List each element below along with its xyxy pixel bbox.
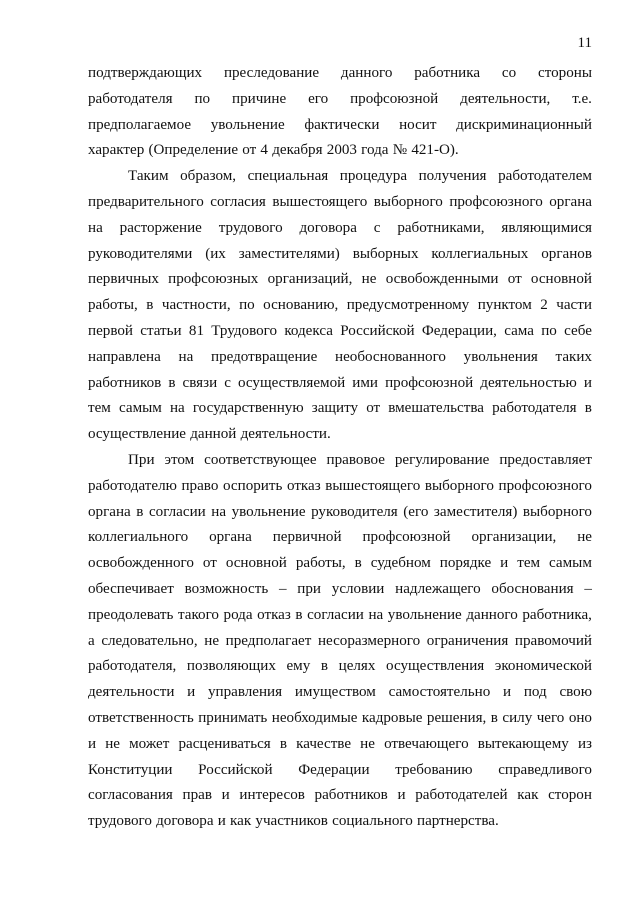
text-line: работодателя по причине его профсоюзной деятельности, т.е. [88, 90, 592, 107]
document-body [88, 61, 592, 835]
text-line: тем самым на государственную защиту от вмешательства работодателя в [88, 400, 592, 417]
text-line: При этом соответствующее правовое регулирование предоставляет [128, 451, 592, 468]
text-line: характер (Определение от 4 декабря 2003 года № 421-О). [88, 142, 459, 159]
text-line: руководителями (их заместителями) выборных коллегиальных органов [88, 245, 592, 262]
text-line: а следовательно, не предполагает несоразмерного ограничения правомочий [88, 632, 592, 649]
text-line: осуществление данной деятельности. [88, 426, 331, 443]
text-line: и не может расцениваться в качестве не отвечающего вытекающему из [88, 735, 592, 752]
text-line: Конституции Российской Федерации требованию справедливого [88, 761, 592, 778]
text-line: направлена на предотвращение необоснованного увольнения таких [88, 348, 592, 365]
text-line: преодолевать такого рода отказ в согласии на увольнение данного работника, [88, 606, 592, 623]
text-line: предварительного согласия вышестоящего выборного профсоюзного органа [88, 193, 592, 210]
text-line: первичных профсоюзных организаций, не освобожденными от основной [88, 271, 592, 288]
text-line: обеспечивает возможность – при условии надлежащего обоснования – [88, 580, 592, 597]
text-line: предполагаемое увольнение фактически носит дискриминационный [88, 116, 592, 133]
paragraph [88, 448, 592, 835]
text-line: подтверждающих преследование данного работника со стороны [88, 65, 592, 81]
text-line: первой статьи 81 Трудового кодекса Российской Федерации, сама по себе [88, 322, 592, 339]
text-line: ответственность принимать необходимые кадровые решения, в силу чего оно [88, 709, 592, 726]
page-number: 11 [577, 35, 592, 51]
text-line: Таким образом, специальная процедура получения работодателем [128, 168, 592, 185]
text-line: органа в согласии на увольнение руководителя (его заместителя) выборного [88, 503, 592, 520]
paragraph [88, 61, 592, 164]
paragraph [88, 164, 592, 448]
text-line: согласования прав и интересов работников и работодателей как сторон [88, 787, 592, 804]
text-line: работодателя, позволяющих ему в целях осуществления экономической [88, 658, 592, 675]
text-line: коллегиального органа первичной профсоюзной организации, не [88, 529, 592, 546]
text-line: работников в связи с осуществляемой ими профсоюзной деятельностью и [88, 374, 592, 391]
text-line: на расторжение трудового договора с работниками, являющимися [88, 219, 592, 236]
text-line: работодателю право оспорить отказ вышестоящего выборного профсоюзного [88, 477, 592, 494]
text-line: освобожденного от основной работы, в судебном порядке и тем самым [88, 555, 592, 572]
text-line: трудового договора и как участников социального партнерства. [88, 813, 499, 830]
text-line: деятельности и управления имуществом самостоятельно и под свою [88, 684, 592, 701]
text-line: работы, в частности, по основанию, предусмотренному пунктом 2 части [88, 297, 592, 314]
